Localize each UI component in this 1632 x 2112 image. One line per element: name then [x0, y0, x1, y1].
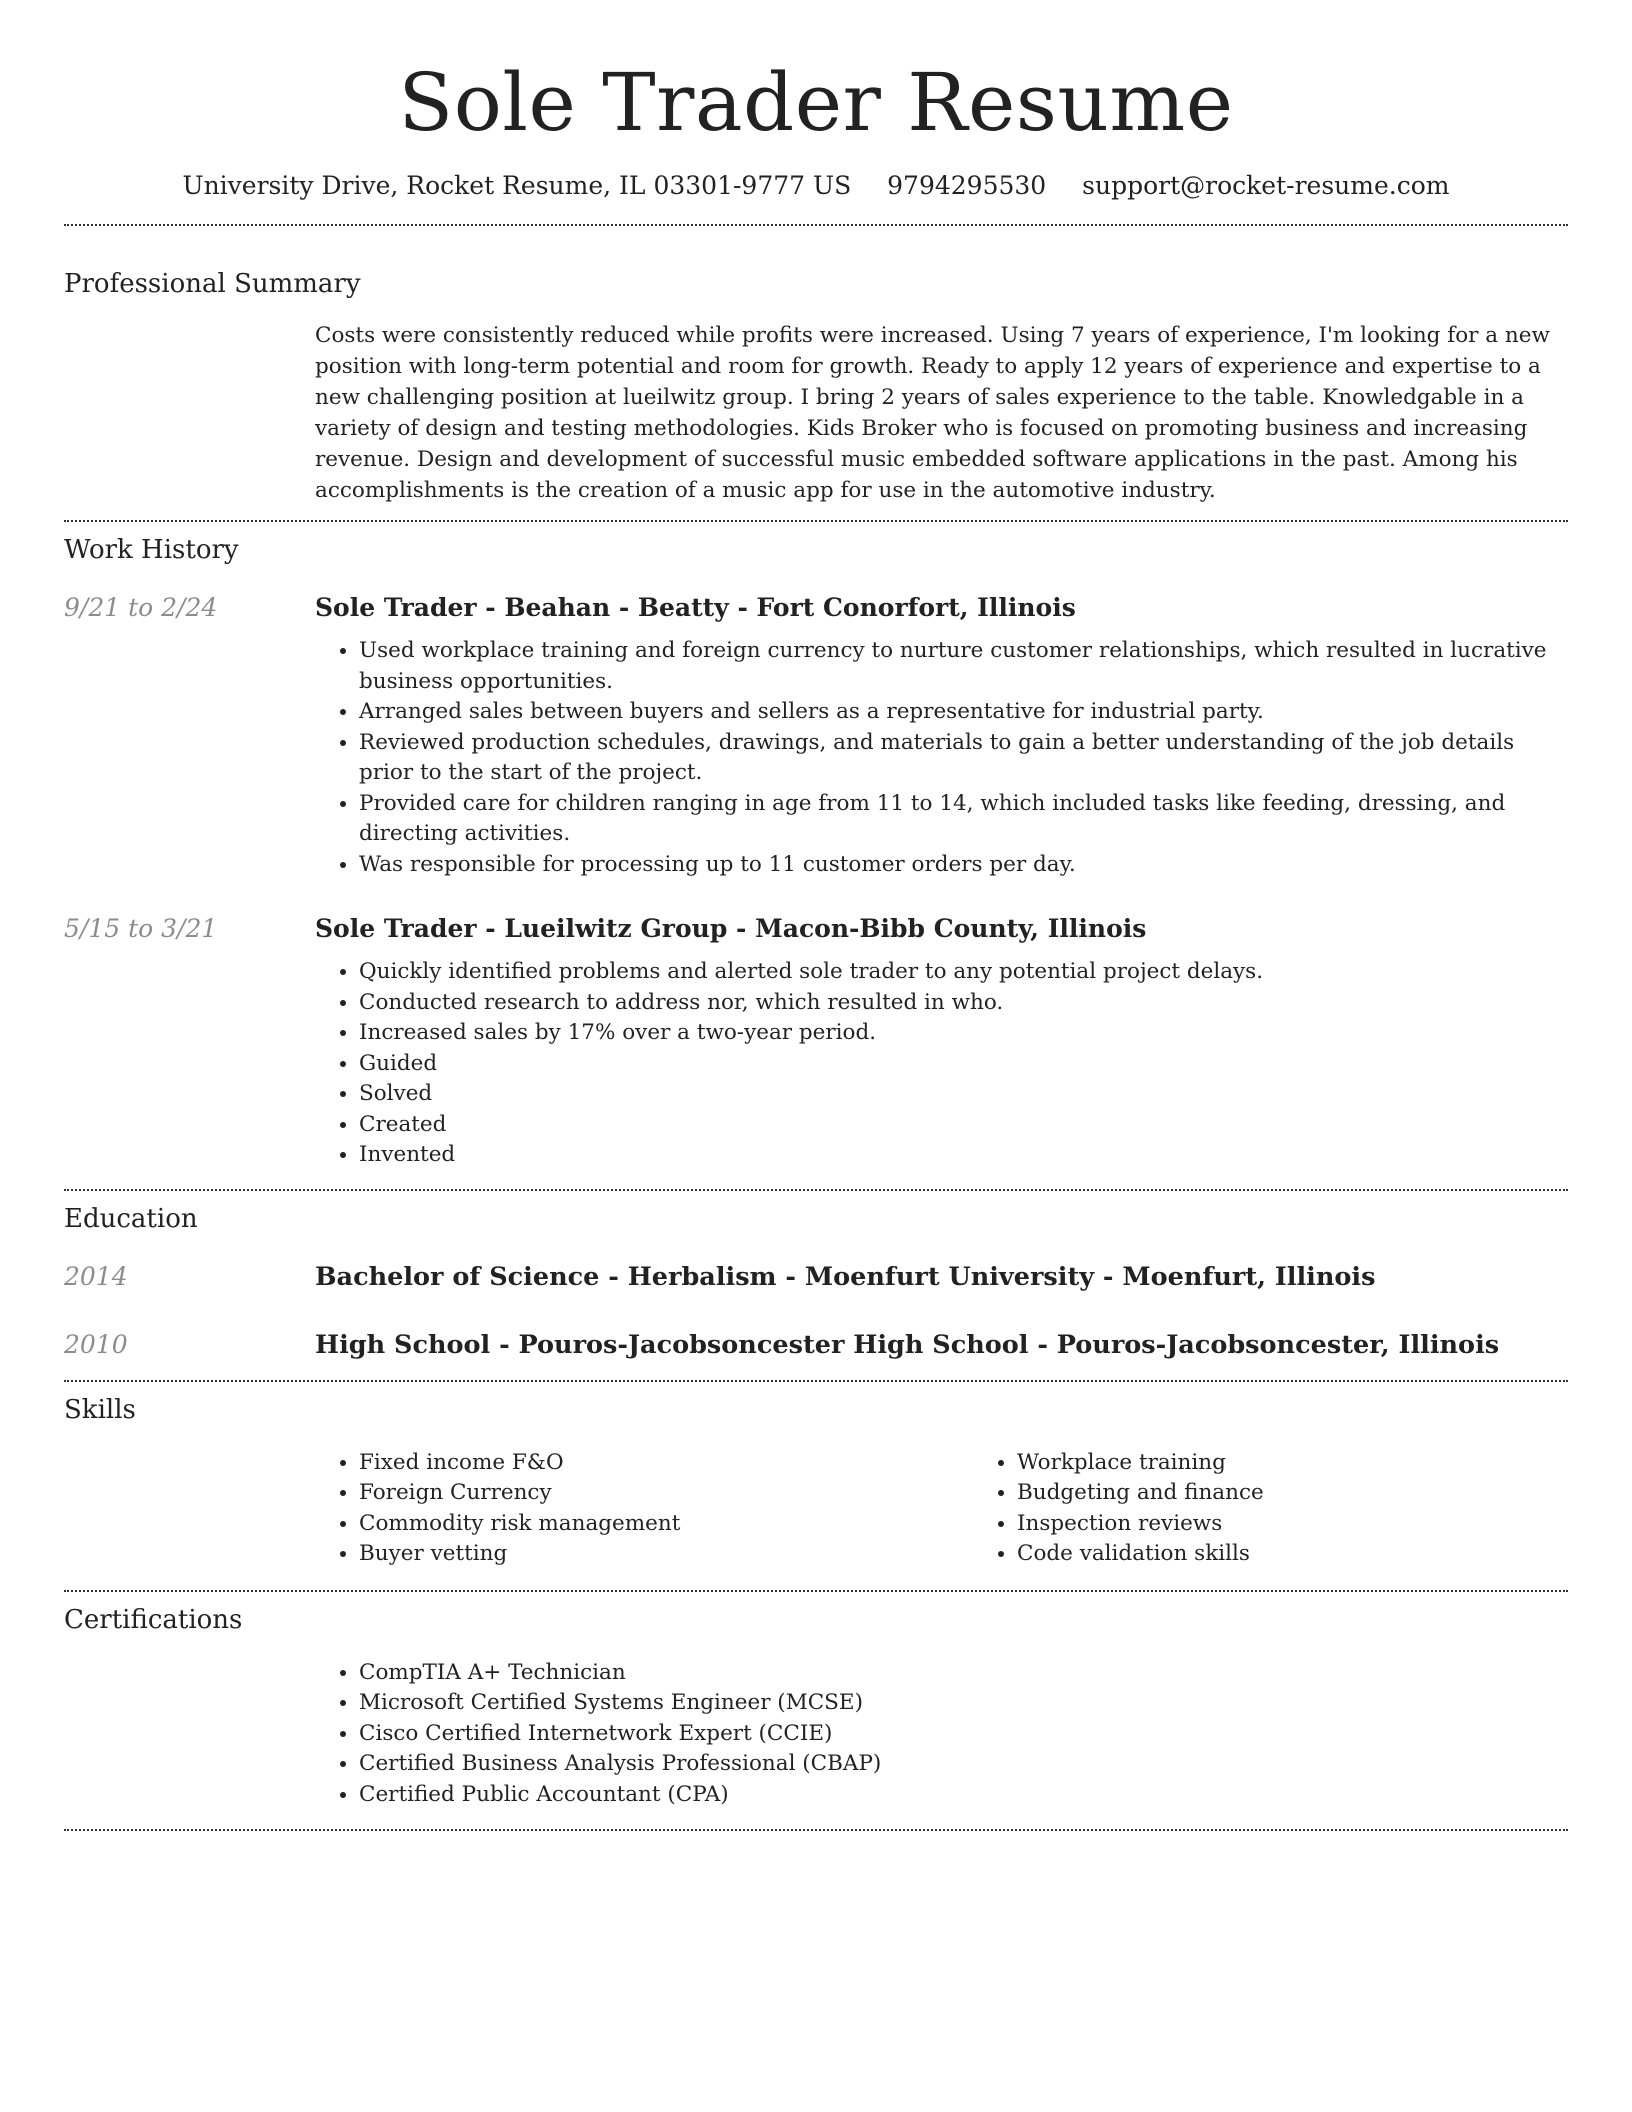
skill-item: • Fixed income F&O	[359, 1448, 973, 1479]
contact-phone: 9794295530	[887, 171, 1047, 200]
certification-item: • Certified Public Accountant (CPA)	[359, 1780, 1568, 1811]
contact-email: support@rocket-resume.com	[1082, 171, 1450, 200]
certification-item: • Cisco Certified Internetwork Expert (CCIE)	[359, 1719, 1568, 1750]
list-item: • Guided	[359, 1049, 1568, 1080]
school: - Pouros-Jacobsoncester High School - Pouros-Jacobsoncester, Illinois	[490, 1329, 1500, 1360]
skill-item: • Budgeting and finance	[1017, 1478, 1631, 1509]
list-item: • Quickly identified problems and alerted sole trader to any potential project delays.	[359, 957, 1568, 988]
contact-line	[64, 169, 1568, 203]
skills-spacer	[64, 1448, 315, 1570]
certifications-heading: Certifications	[64, 1604, 243, 1635]
contact-address: University Drive, Rocket Resume, IL 03301-9777 US	[182, 171, 852, 200]
skills-heading: Skills	[64, 1394, 136, 1425]
divider	[64, 1189, 1568, 1191]
skills-section	[64, 1393, 1568, 1570]
skills-list-right	[973, 1448, 1631, 1570]
list-item: • Created	[359, 1110, 1568, 1141]
skill-item: • Buyer vetting	[359, 1539, 973, 1570]
work-history-section	[64, 533, 1568, 1171]
divider	[64, 1590, 1568, 1592]
education-year: 2010	[64, 1329, 128, 1359]
list-item: • Provided care for children ranging in age from 11 to 14, which included tasks like feeding, dressing, and directing activities.	[359, 789, 1568, 850]
job-dates: 9/21 to 2/24	[64, 593, 218, 622]
list-item: • Increased sales by 17% over a two-year period.	[359, 1018, 1568, 1049]
skill-item: • Commodity risk management	[359, 1509, 973, 1540]
skill-item: • Code validation skills	[1017, 1539, 1631, 1570]
skills-list-left	[315, 1448, 973, 1570]
certification-item: • CompTIA A+ Technician	[359, 1658, 1568, 1689]
summary-section	[64, 267, 1568, 506]
certifications-section	[64, 1603, 1568, 1811]
certifications-spacer	[64, 1658, 315, 1811]
summary-text: Costs were consistently reduced while profits were increased. Using 7 years of experience, I'm looking for a new position with long-term potential and room for growth. Ready to apply 12 years of experience and expertise to a new challenging position at lueilwitz group. I bring 2 years of sales experience to the table. Knowledgable in a variety of design and testing methodologies. Kids Broker who is focused on promoting business and increasing revenue. Design and development of successful music embedded software applications in the past. Among his accomplishments is the creation of a music app for use in the automotive industry.	[315, 323, 1550, 503]
divider	[64, 1829, 1568, 1831]
job-title: Sole Trader - Beahan - Beatty - Fort Conorfort, Illinois	[315, 593, 1076, 622]
divider	[64, 224, 1568, 226]
certification-item: • Certified Business Analysis Professional (CBAP)	[359, 1749, 1568, 1780]
certification-item: • Microsoft Certified Systems Engineer (MCSE)	[359, 1688, 1568, 1719]
education-section	[64, 1202, 1568, 1362]
skill-item: • Foreign Currency	[359, 1478, 973, 1509]
summary-spacer	[64, 320, 315, 506]
list-item: • Conducted research to address nor, which resulted in who.	[359, 988, 1568, 1019]
divider	[64, 1380, 1568, 1382]
job-entry	[64, 912, 1568, 1171]
education-title	[315, 1260, 1568, 1294]
job-entry	[64, 591, 1568, 880]
job-bullets	[315, 636, 1568, 880]
work-history-heading: Work History	[64, 535, 239, 565]
skill-item: • Workplace training	[1017, 1448, 1631, 1479]
job-title: Sole Trader - Lueilwitz Group - Macon-Bibb County, Illinois	[315, 914, 1147, 943]
degree: High School	[315, 1329, 491, 1360]
education-entry	[64, 1328, 1568, 1362]
education-year: 2014	[64, 1261, 128, 1291]
list-item: • Used workplace training and foreign currency to nurture customer relationships, which resulted in lucrative business opportunities.	[359, 636, 1568, 697]
skill-item: • Inspection reviews	[1017, 1509, 1631, 1540]
certifications-list	[315, 1658, 1568, 1811]
resume-title: Sole Trader Resume	[398, 56, 1234, 149]
divider	[64, 520, 1568, 522]
education-title	[315, 1328, 1568, 1362]
degree: Bachelor of Science - Herbalism	[315, 1261, 777, 1292]
education-entry	[64, 1260, 1568, 1294]
list-item: • Invented	[359, 1140, 1568, 1171]
job-bullets	[315, 957, 1568, 1171]
resume-page	[64, 0, 1568, 1831]
list-item: • Was responsible for processing up to 11 customer orders per day.	[359, 850, 1568, 881]
list-item: • Solved	[359, 1079, 1568, 1110]
education-heading: Education	[64, 1203, 198, 1234]
list-item: • Arranged sales between buyers and sellers as a representative for industrial party.	[359, 697, 1568, 728]
summary-heading: Professional Summary	[64, 269, 361, 299]
school: - Moenfurt University - Moenfurt, Illinois	[776, 1261, 1376, 1292]
list-item: • Reviewed production schedules, drawings, and materials to gain a better understanding of the job details prior to the start of the project.	[359, 728, 1568, 789]
job-dates: 5/15 to 3/21	[64, 914, 218, 943]
